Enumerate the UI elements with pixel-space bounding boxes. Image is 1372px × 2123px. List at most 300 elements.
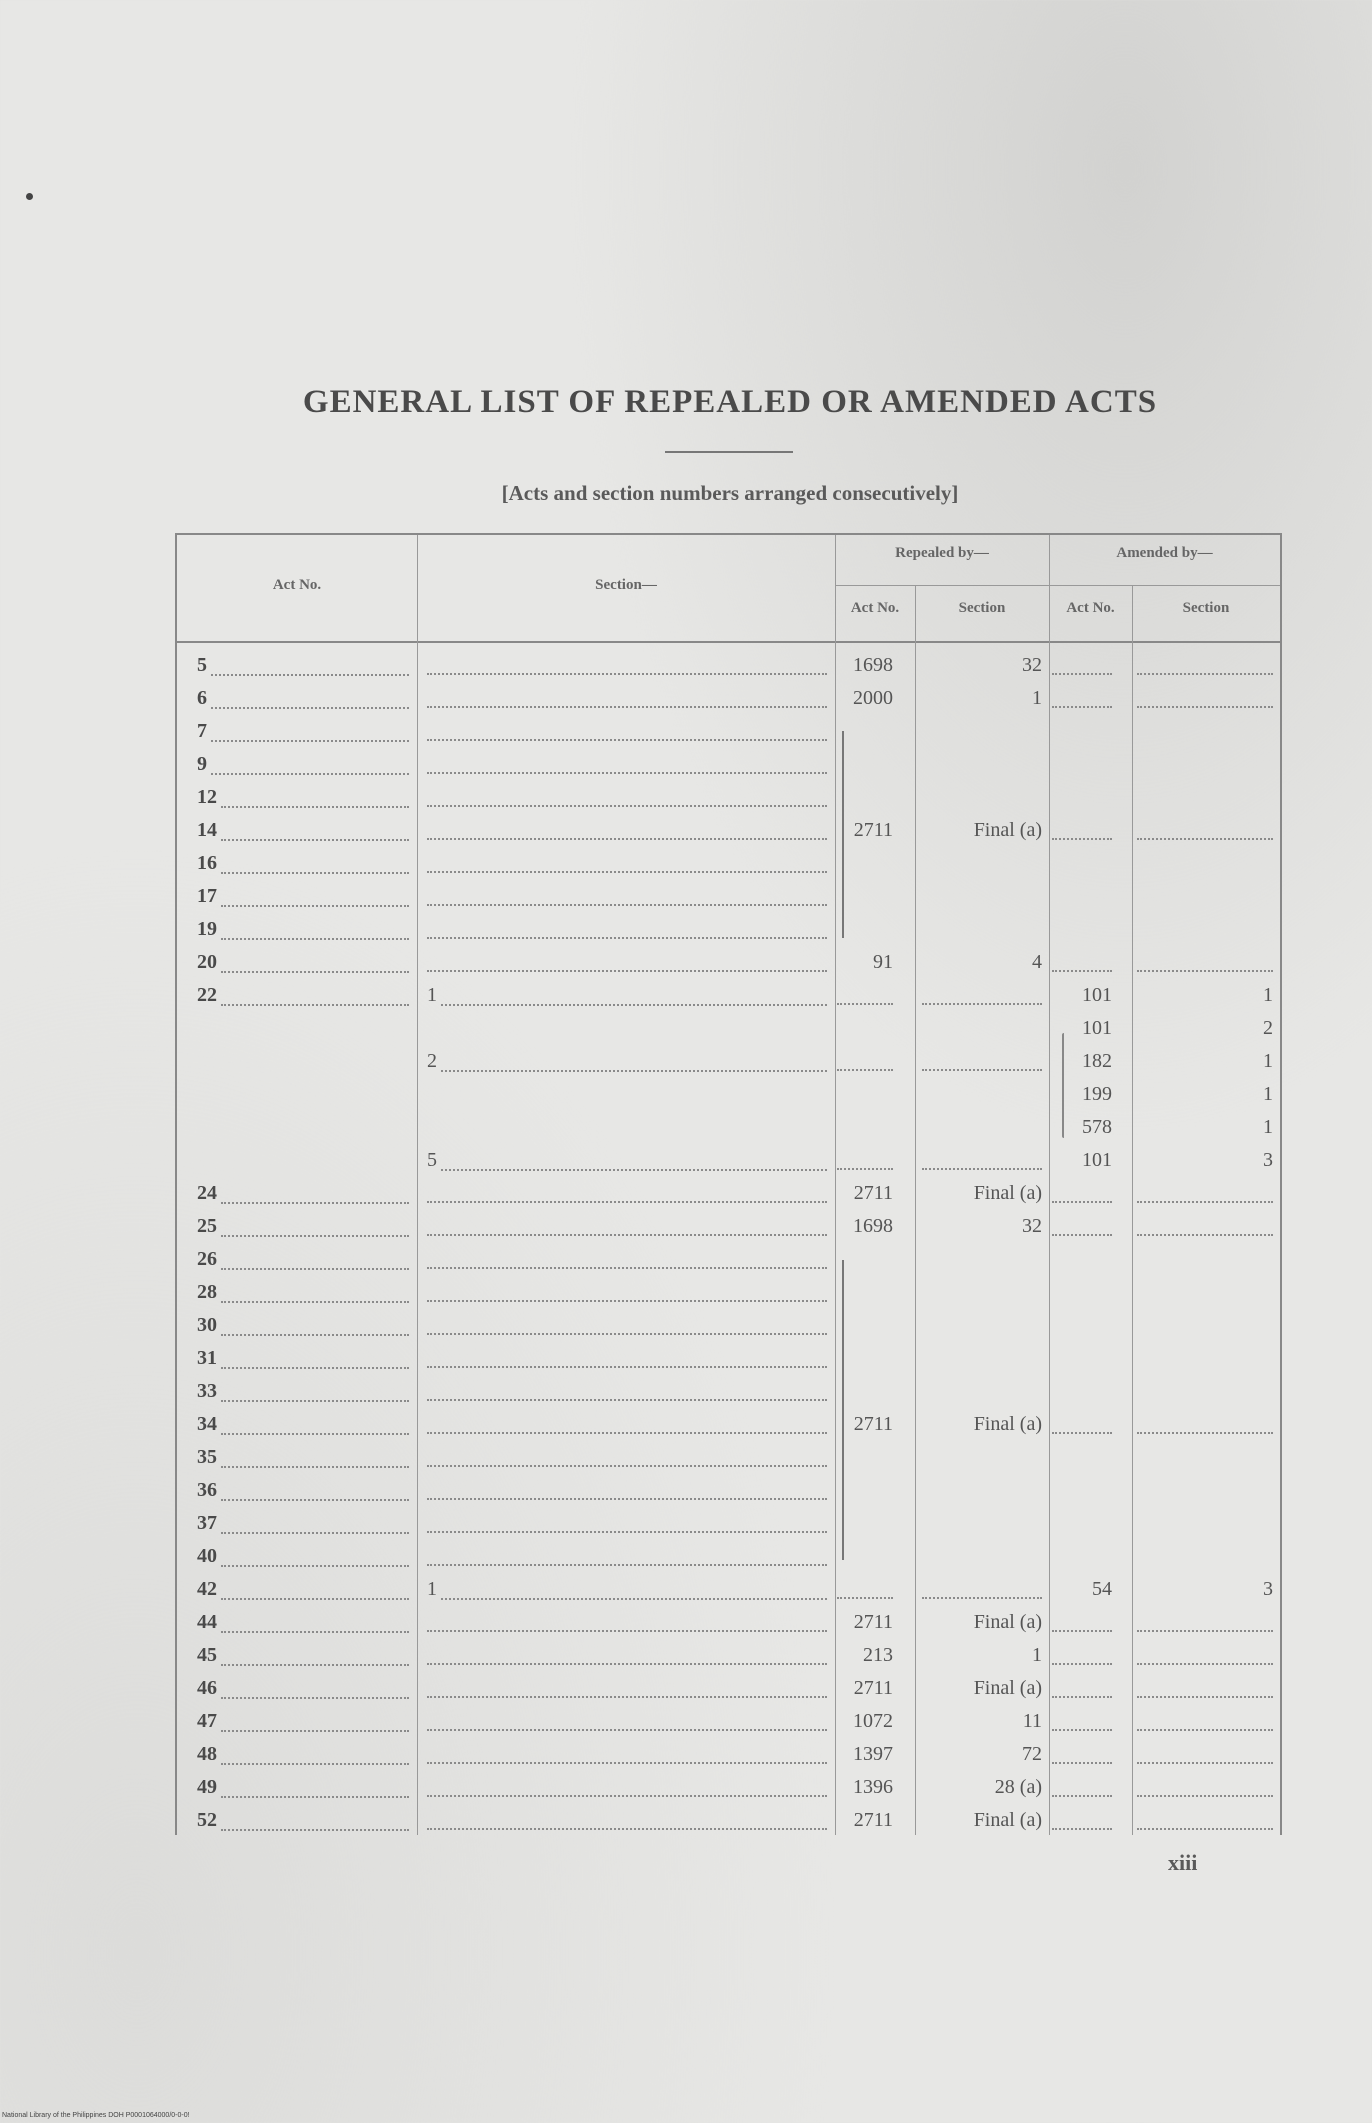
cell-rep-act bbox=[837, 1144, 893, 1177]
header-amended-by: Amended by— bbox=[1116, 545, 1213, 561]
cell-am-sec bbox=[1137, 1210, 1273, 1243]
cell-rep-sec: Final (a) bbox=[973, 1809, 1042, 1831]
dot-leader bbox=[221, 1316, 409, 1336]
page-title: GENERAL LIST OF REPEALED OR AMENDED ACTS bbox=[302, 384, 1158, 420]
cell-rep-act bbox=[837, 979, 893, 1012]
cell-rep-act: 2711 bbox=[853, 1809, 893, 1831]
cell-act bbox=[197, 814, 409, 847]
cell-act bbox=[197, 1606, 409, 1639]
dot-leader bbox=[221, 1217, 409, 1237]
cell-am-sec bbox=[1137, 682, 1273, 715]
cell-am-act bbox=[1052, 1639, 1112, 1672]
dot-leader bbox=[221, 1679, 409, 1699]
cell-act bbox=[197, 1243, 409, 1276]
cell-rep-sec bbox=[922, 1078, 1042, 1111]
cell-am-act bbox=[1052, 1243, 1112, 1276]
dot-leader bbox=[1052, 1804, 1112, 1830]
cell-text: 7 bbox=[197, 720, 207, 742]
cell-am-act bbox=[1052, 1606, 1112, 1639]
cell-am-sec bbox=[1137, 1474, 1273, 1507]
header-repealed-by: Repealed by— bbox=[895, 545, 989, 561]
cell-act bbox=[197, 847, 409, 880]
page-number: xiii bbox=[1168, 1850, 1198, 1875]
dot-leader bbox=[427, 1540, 827, 1566]
cell-rep-act bbox=[837, 1045, 893, 1078]
table-row bbox=[177, 1177, 1280, 1210]
cell-text: 25 bbox=[197, 1215, 217, 1237]
cell-rep-act bbox=[837, 880, 893, 913]
cell-rep-act: 1397 bbox=[853, 1743, 893, 1765]
cell-am-sec bbox=[1137, 913, 1273, 946]
table-row bbox=[177, 1045, 1280, 1078]
cell-sec bbox=[427, 1243, 827, 1276]
cell-sec bbox=[427, 682, 827, 715]
table-row bbox=[177, 1408, 1280, 1441]
cell-am-act: 101 bbox=[1082, 1017, 1112, 1039]
cell-am-sec bbox=[1137, 1804, 1273, 1837]
dot-leader bbox=[221, 1613, 409, 1633]
table-row bbox=[177, 814, 1280, 847]
table-row bbox=[177, 946, 1280, 979]
dot-leader bbox=[221, 1712, 409, 1732]
dot-leader bbox=[1137, 1408, 1273, 1434]
cell-am-sec bbox=[1137, 1177, 1273, 1210]
cell-am-act: 101 bbox=[1082, 1149, 1112, 1171]
table-row bbox=[177, 1606, 1280, 1639]
cell-am-sec: 1 bbox=[1263, 1050, 1273, 1072]
cell-text: 49 bbox=[197, 1776, 217, 1798]
header-repealed-section: Section bbox=[958, 600, 1006, 616]
cell-sec bbox=[427, 1276, 827, 1309]
cell-sec bbox=[427, 1804, 827, 1837]
dot-leader bbox=[221, 1778, 409, 1798]
dot-leader bbox=[1052, 682, 1112, 708]
dot-leader bbox=[427, 1507, 827, 1533]
cell-rep-sec bbox=[922, 1507, 1042, 1540]
cell-am-act bbox=[1052, 1507, 1112, 1540]
cell-rep-act bbox=[837, 748, 893, 781]
cell-sec bbox=[427, 1540, 827, 1573]
cell-am-act bbox=[1052, 1738, 1112, 1771]
cell-rep-sec bbox=[922, 979, 1042, 1012]
cell-text: 35 bbox=[197, 1446, 217, 1468]
cell-text: 33 bbox=[197, 1380, 217, 1402]
cell-rep-act bbox=[837, 1309, 893, 1342]
dot-leader bbox=[427, 1342, 827, 1368]
cell-am-sec bbox=[1137, 1639, 1273, 1672]
dot-leader bbox=[221, 788, 409, 808]
dot-leader bbox=[427, 1672, 827, 1698]
dot-leader bbox=[221, 1448, 409, 1468]
dot-leader bbox=[221, 1745, 409, 1765]
dot-leader bbox=[1052, 1771, 1112, 1797]
cell-am-act bbox=[1052, 1309, 1112, 1342]
cell-sec bbox=[427, 1738, 827, 1771]
cell-am-act bbox=[1052, 1705, 1112, 1738]
table-row bbox=[177, 1771, 1280, 1804]
table-row bbox=[177, 847, 1280, 880]
table-row bbox=[177, 1639, 1280, 1672]
table-row bbox=[177, 1738, 1280, 1771]
table-row bbox=[177, 1507, 1280, 1540]
dot-leader bbox=[1137, 1210, 1273, 1236]
dot-leader bbox=[211, 689, 409, 709]
cell-am-sec: 3 bbox=[1263, 1578, 1273, 1600]
table-row bbox=[177, 1342, 1280, 1375]
cell-am-sec bbox=[1137, 1705, 1273, 1738]
cell-rep-sec bbox=[922, 1243, 1042, 1276]
dot-leader bbox=[1137, 1177, 1273, 1203]
cell-am-act bbox=[1052, 715, 1112, 748]
dot-leader bbox=[221, 1283, 409, 1303]
cell-am-sec bbox=[1137, 781, 1273, 814]
dot-leader bbox=[1137, 1804, 1273, 1830]
table-row bbox=[177, 649, 1280, 682]
cell-rep-act: 1698 bbox=[853, 654, 893, 676]
cell-rep-act bbox=[837, 913, 893, 946]
cell-am-act bbox=[1052, 1408, 1112, 1441]
cell-am-sec bbox=[1137, 1540, 1273, 1573]
cell-am-act bbox=[1052, 1342, 1112, 1375]
dot-leader bbox=[1052, 814, 1112, 840]
cell-act bbox=[197, 1507, 409, 1540]
cell-text: 22 bbox=[197, 984, 217, 1006]
cell-text: 34 bbox=[197, 1413, 217, 1435]
cell-rep-act bbox=[837, 847, 893, 880]
cell-am-sec bbox=[1137, 715, 1273, 748]
library-footer: National Library of the Philippines DOH P0001064000/0-0-0! bbox=[2, 2112, 190, 2119]
cell-text: 1 bbox=[427, 1578, 437, 1600]
cell-act bbox=[197, 1804, 409, 1837]
dot-leader bbox=[1052, 1705, 1112, 1731]
cell-act bbox=[197, 1276, 409, 1309]
dot-leader bbox=[221, 1481, 409, 1501]
cell-am-act bbox=[1052, 880, 1112, 913]
cell-sec bbox=[427, 847, 827, 880]
cell-rep-act bbox=[837, 1474, 893, 1507]
cell-text: 6 bbox=[197, 687, 207, 709]
cell-text: 14 bbox=[197, 819, 217, 841]
table-row bbox=[177, 1375, 1280, 1408]
cell-am-sec: 2 bbox=[1263, 1017, 1273, 1039]
cell-sec bbox=[427, 1111, 827, 1144]
cell-rep-sec bbox=[922, 715, 1042, 748]
cell-rep-sec: Final (a) bbox=[973, 1413, 1042, 1435]
cell-text: 24 bbox=[197, 1182, 217, 1204]
cell-rep-sec bbox=[922, 1441, 1042, 1474]
cell-rep-sec bbox=[922, 880, 1042, 913]
cell-sec bbox=[427, 1507, 827, 1540]
cell-act bbox=[197, 1111, 409, 1144]
dot-leader bbox=[441, 1151, 827, 1171]
cell-rep-sec: 1 bbox=[1032, 1644, 1042, 1666]
title-rule bbox=[665, 451, 793, 453]
cell-am-sec bbox=[1137, 1408, 1273, 1441]
dot-leader bbox=[211, 656, 409, 676]
cell-am-act bbox=[1052, 913, 1112, 946]
cell-rep-sec bbox=[922, 1474, 1042, 1507]
dot-leader bbox=[427, 1606, 827, 1632]
table-row bbox=[177, 1705, 1280, 1738]
cell-sec bbox=[427, 1672, 827, 1705]
dot-leader bbox=[837, 979, 893, 1005]
page-subtitle: [Acts and section numbers arranged consecutively] bbox=[501, 481, 959, 505]
cell-sec bbox=[427, 1705, 827, 1738]
cell-text: 26 bbox=[197, 1248, 217, 1270]
dot-leader bbox=[1052, 1606, 1112, 1632]
cell-rep-act bbox=[837, 1078, 893, 1111]
cell-text: 47 bbox=[197, 1710, 217, 1732]
acts-table bbox=[175, 533, 1282, 1835]
cell-text: 52 bbox=[197, 1809, 217, 1831]
dot-leader bbox=[427, 1804, 827, 1830]
cell-act bbox=[197, 1771, 409, 1804]
cell-am-sec bbox=[1137, 1738, 1273, 1771]
dot-leader bbox=[427, 814, 827, 840]
cell-am-act bbox=[1052, 1474, 1112, 1507]
dot-leader bbox=[1137, 946, 1273, 972]
dot-leader bbox=[1052, 1639, 1112, 1665]
dot-leader bbox=[211, 722, 409, 742]
dot-leader bbox=[427, 748, 827, 774]
dot-leader bbox=[1052, 1408, 1112, 1434]
cell-am-act: 101 bbox=[1082, 984, 1112, 1006]
table-row bbox=[177, 1309, 1280, 1342]
cell-sec bbox=[427, 913, 827, 946]
cell-text: 30 bbox=[197, 1314, 217, 1336]
cell-act bbox=[197, 715, 409, 748]
dot-leader bbox=[1137, 1639, 1273, 1665]
cell-sec bbox=[427, 781, 827, 814]
dot-leader bbox=[441, 986, 827, 1006]
cell-act bbox=[197, 1540, 409, 1573]
cell-text: 31 bbox=[197, 1347, 217, 1369]
cell-rep-act: 2711 bbox=[853, 1413, 893, 1435]
cell-sec bbox=[427, 1474, 827, 1507]
table-row bbox=[177, 1012, 1280, 1045]
cell-rep-sec: 32 bbox=[1022, 1215, 1042, 1237]
dot-leader bbox=[1137, 649, 1273, 675]
cell-rep-sec bbox=[922, 1342, 1042, 1375]
cell-am-sec bbox=[1137, 946, 1273, 979]
table-row bbox=[177, 1276, 1280, 1309]
cell-rep-sec: 11 bbox=[1022, 1710, 1042, 1732]
cell-act bbox=[197, 1672, 409, 1705]
cell-sec bbox=[427, 1573, 827, 1606]
cell-text: 46 bbox=[197, 1677, 217, 1699]
cell-am-act bbox=[1052, 748, 1112, 781]
dot-leader bbox=[1052, 1672, 1112, 1698]
dot-leader bbox=[837, 1144, 893, 1170]
cell-act bbox=[197, 913, 409, 946]
cell-text: 28 bbox=[197, 1281, 217, 1303]
table-row bbox=[177, 1474, 1280, 1507]
dot-leader bbox=[837, 1573, 893, 1599]
dot-leader bbox=[1052, 946, 1112, 972]
table-row bbox=[177, 1540, 1280, 1573]
dot-leader bbox=[221, 821, 409, 841]
dot-leader bbox=[427, 1210, 827, 1236]
cell-text: 19 bbox=[197, 918, 217, 940]
cell-rep-act bbox=[837, 1276, 893, 1309]
dot-leader bbox=[221, 920, 409, 940]
cell-am-act bbox=[1052, 1540, 1112, 1573]
dot-leader bbox=[427, 847, 827, 873]
cell-rep-act bbox=[837, 781, 893, 814]
dot-leader bbox=[221, 953, 409, 973]
cell-sec bbox=[427, 1375, 827, 1408]
cell-am-act bbox=[1052, 1276, 1112, 1309]
dot-leader bbox=[221, 986, 409, 1006]
dot-leader bbox=[427, 1177, 827, 1203]
cell-am-act bbox=[1052, 781, 1112, 814]
cell-sec bbox=[427, 880, 827, 913]
cell-am-act bbox=[1052, 1375, 1112, 1408]
cell-sec bbox=[427, 1012, 827, 1045]
cell-act bbox=[197, 979, 409, 1012]
cell-text: 40 bbox=[197, 1545, 217, 1567]
dot-leader bbox=[427, 1243, 827, 1269]
cell-rep-act bbox=[837, 1441, 893, 1474]
cell-rep-act bbox=[837, 715, 893, 748]
cell-am-sec bbox=[1137, 847, 1273, 880]
cell-rep-act bbox=[837, 1342, 893, 1375]
cell-am-sec bbox=[1137, 1375, 1273, 1408]
dot-leader bbox=[427, 1705, 827, 1731]
cell-rep-sec: Final (a) bbox=[973, 819, 1042, 841]
cell-act bbox=[197, 1738, 409, 1771]
header-amended-act-no: Act No. bbox=[1066, 600, 1115, 616]
cell-rep-sec: 72 bbox=[1022, 1743, 1042, 1765]
cell-rep-act bbox=[837, 1540, 893, 1573]
cell-sec bbox=[427, 1177, 827, 1210]
cell-text: 42 bbox=[197, 1578, 217, 1600]
cell-am-act bbox=[1052, 1177, 1112, 1210]
table-row bbox=[177, 979, 1280, 1012]
cell-act bbox=[197, 1705, 409, 1738]
dot-leader bbox=[837, 1045, 893, 1071]
dot-leader bbox=[427, 1276, 827, 1302]
cell-am-act bbox=[1052, 682, 1112, 715]
dot-leader bbox=[211, 755, 409, 775]
cell-am-act bbox=[1052, 946, 1112, 979]
dot-leader bbox=[427, 1474, 827, 1500]
cell-sec bbox=[427, 1639, 827, 1672]
cell-am-sec bbox=[1137, 1243, 1273, 1276]
cell-rep-sec bbox=[922, 1540, 1042, 1573]
dot-leader bbox=[221, 1349, 409, 1369]
dot-leader bbox=[427, 1771, 827, 1797]
cell-sec bbox=[427, 1210, 827, 1243]
dot-leader bbox=[1052, 649, 1112, 675]
cell-am-act bbox=[1052, 1672, 1112, 1705]
cell-am-sec: 1 bbox=[1263, 1083, 1273, 1105]
cell-rep-act: 1396 bbox=[853, 1776, 893, 1798]
dot-leader bbox=[1052, 1177, 1112, 1203]
cell-sec bbox=[427, 1144, 827, 1177]
cell-act bbox=[197, 1441, 409, 1474]
table-row bbox=[177, 1804, 1280, 1837]
table-row bbox=[177, 1243, 1280, 1276]
dot-leader bbox=[427, 1441, 827, 1467]
cell-am-act bbox=[1052, 1210, 1112, 1243]
cell-sec bbox=[427, 979, 827, 1012]
header-act-no: Act No. bbox=[272, 577, 322, 593]
cell-sec bbox=[427, 715, 827, 748]
cell-act bbox=[197, 1078, 409, 1111]
dot-leader bbox=[427, 1375, 827, 1401]
cell-rep-sec: 28 (a) bbox=[994, 1776, 1042, 1798]
cell-rep-act bbox=[837, 1012, 893, 1045]
cell-am-sec: 1 bbox=[1263, 984, 1273, 1006]
cell-am-act: 578 bbox=[1082, 1116, 1112, 1138]
cell-sec bbox=[427, 1045, 827, 1078]
cell-sec bbox=[427, 748, 827, 781]
dot-leader bbox=[427, 781, 827, 807]
dot-leader bbox=[221, 1547, 409, 1567]
cell-rep-sec: Final (a) bbox=[973, 1182, 1042, 1204]
dot-leader bbox=[221, 1382, 409, 1402]
cell-act bbox=[197, 781, 409, 814]
dot-leader bbox=[922, 1573, 1042, 1599]
cell-am-sec: 3 bbox=[1263, 1149, 1273, 1171]
cell-rep-act: 1072 bbox=[853, 1710, 893, 1732]
dot-leader bbox=[1052, 1738, 1112, 1764]
dot-leader bbox=[1137, 814, 1273, 840]
cell-act bbox=[197, 1177, 409, 1210]
cell-am-act: 199 bbox=[1082, 1083, 1112, 1105]
cell-rep-sec bbox=[922, 748, 1042, 781]
cell-am-act bbox=[1052, 1441, 1112, 1474]
cell-text: 45 bbox=[197, 1644, 217, 1666]
table-header bbox=[177, 535, 1280, 643]
cell-text: 48 bbox=[197, 1743, 217, 1765]
cell-am-sec bbox=[1137, 649, 1273, 682]
dot-leader bbox=[1137, 1672, 1273, 1698]
dot-leader bbox=[922, 979, 1042, 1005]
table-row bbox=[177, 781, 1280, 814]
cell-rep-sec: Final (a) bbox=[973, 1611, 1042, 1633]
cell-rep-act: 1698 bbox=[853, 1215, 893, 1237]
cell-rep-act: 2711 bbox=[853, 1677, 893, 1699]
cell-act bbox=[197, 1309, 409, 1342]
cell-rep-act bbox=[837, 1111, 893, 1144]
cell-act bbox=[197, 1573, 409, 1606]
dot-leader bbox=[1052, 1210, 1112, 1236]
dot-leader bbox=[427, 913, 827, 939]
cell-sec bbox=[427, 1408, 827, 1441]
cell-am-sec bbox=[1137, 1441, 1273, 1474]
cell-text: 36 bbox=[197, 1479, 217, 1501]
cell-act bbox=[197, 1375, 409, 1408]
dot-leader bbox=[1137, 1606, 1273, 1632]
cell-sec bbox=[427, 649, 827, 682]
cell-act bbox=[197, 880, 409, 913]
table-row bbox=[177, 1441, 1280, 1474]
cell-am-sec bbox=[1137, 1771, 1273, 1804]
dot-leader bbox=[221, 854, 409, 874]
cell-act bbox=[197, 1408, 409, 1441]
cell-text: 1 bbox=[427, 984, 437, 1006]
header-amended-section: Section bbox=[1182, 600, 1230, 616]
cell-text: 17 bbox=[197, 885, 217, 907]
cell-text: 16 bbox=[197, 852, 217, 874]
dot-leader bbox=[1137, 1771, 1273, 1797]
table-row bbox=[177, 880, 1280, 913]
cell-act bbox=[197, 649, 409, 682]
dot-leader bbox=[221, 1580, 409, 1600]
cell-text: 2 bbox=[427, 1050, 437, 1072]
